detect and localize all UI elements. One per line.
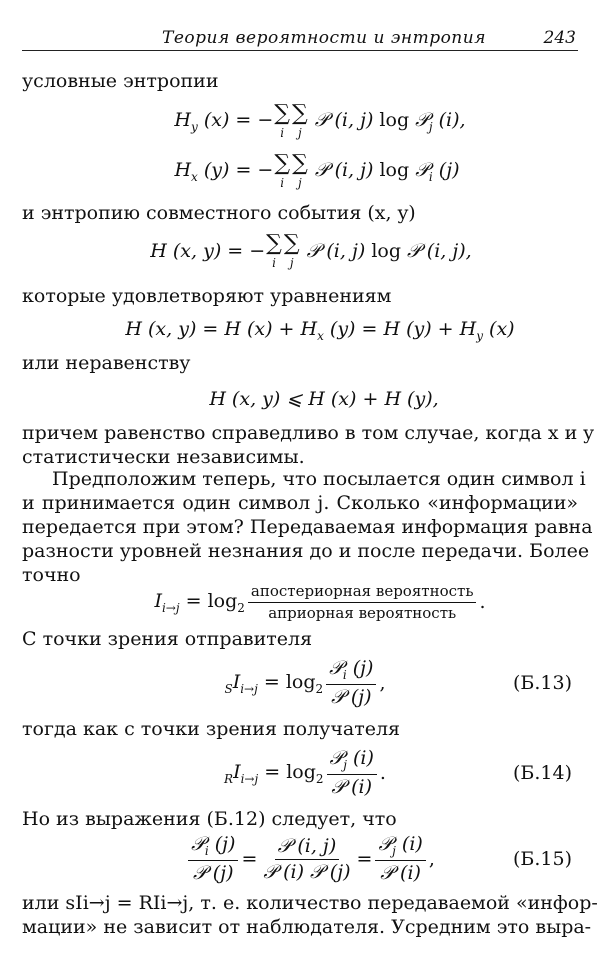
equation-number: (Б.13) xyxy=(512,672,572,694)
text-line: и принимается один символ j. Сколько «информации» xyxy=(22,492,578,514)
text-line: которые удовлетворяют уравнениям xyxy=(22,285,392,307)
equation-conditional-entropy-y: $H_y$ (x) = − ∑ i ∑ j 𝒫 (i, j) log 𝒫$_j$ (i), xyxy=(174,101,466,140)
fraction-numerator: апостериорная вероятность xyxy=(248,583,477,603)
header-title: Теория вероятности и энтропия xyxy=(162,28,486,48)
equation-information-definition: $I_{i\to j} = \log_2$ $\frac{\text{апостериорная вероятность}}{\text{априорная вероятность}}$ . xyxy=(154,582,486,622)
text-line: условные энтропии xyxy=(22,70,219,92)
text-line: статистически независимы. xyxy=(22,446,305,468)
equation-B15: $\frac{𝒫_i (j)}{\text{𝒫 (j)}}$ = $\frac{\text{𝒫 (i, j)}}{\text{𝒫 (i) 𝒫 (j)}}$ = $\frac{𝒫_j (i)}{\text{𝒫 (i)}}$ , xyxy=(0,834,600,884)
text-line: С точки зрения отправителя xyxy=(22,628,313,650)
equation-entropy-identity: H (x, y) = H $(x) + H_x$ (y) = H $(y) + H_y$ (x) xyxy=(125,317,515,343)
text-line: и энтропию совместного события (x, y) xyxy=(22,202,416,224)
text-line: причем равенство справедливо в том случае, когда x и y xyxy=(22,422,595,444)
running-header xyxy=(22,28,578,51)
text-line: передается при этом? Передаваемая информация равна xyxy=(22,516,593,538)
text-line: мации» не зависит от наблюдателя. Усредним это выра- xyxy=(22,916,592,938)
text-line: разности уровней незнания до и после передачи. Более xyxy=(22,540,590,562)
text-line: Предположим теперь, что посылается один символ i xyxy=(52,468,586,490)
text-line: Но из выражения (Б.12) следует, что xyxy=(22,808,397,830)
equation-number: (Б.14) xyxy=(512,762,572,784)
information-fraction xyxy=(248,583,477,621)
text-line: точно xyxy=(22,564,81,586)
equation-entropy-inequality: H (x, y) ⩽ H (x) + H (y), xyxy=(209,388,439,410)
text-line: или sIi→j = RIi→j, т. е. количество передаваемой «инфор- xyxy=(22,892,598,914)
equation-joint-entropy: H (x, y) = − ∑ i ∑ j 𝒫 (i, j) log 𝒫 (i, j), xyxy=(150,231,472,270)
text-line: или неравенству xyxy=(22,352,191,374)
equation-B13: $_SI_{i\to j} = \log_2$ $\frac{𝒫_i (j)}{\text{𝒫 (j)}}$ , xyxy=(224,657,386,709)
page-number: 243 xyxy=(543,28,576,48)
equation-conditional-entropy-x: $H_x$ (y) = − ∑ i ∑ j 𝒫 (i, j) log 𝒫$_i$ (j) xyxy=(174,151,460,190)
equation-B14: $_RI_{i\to j} = \log_2$ $\frac{𝒫_j (i)}{\text{𝒫 (i)}}$ . xyxy=(224,747,386,799)
fraction-denominator: априорная вероятность xyxy=(268,603,457,622)
text-line: тогда как с точки зрения получателя xyxy=(22,718,401,740)
equation-number: (Б.15) xyxy=(512,848,572,870)
